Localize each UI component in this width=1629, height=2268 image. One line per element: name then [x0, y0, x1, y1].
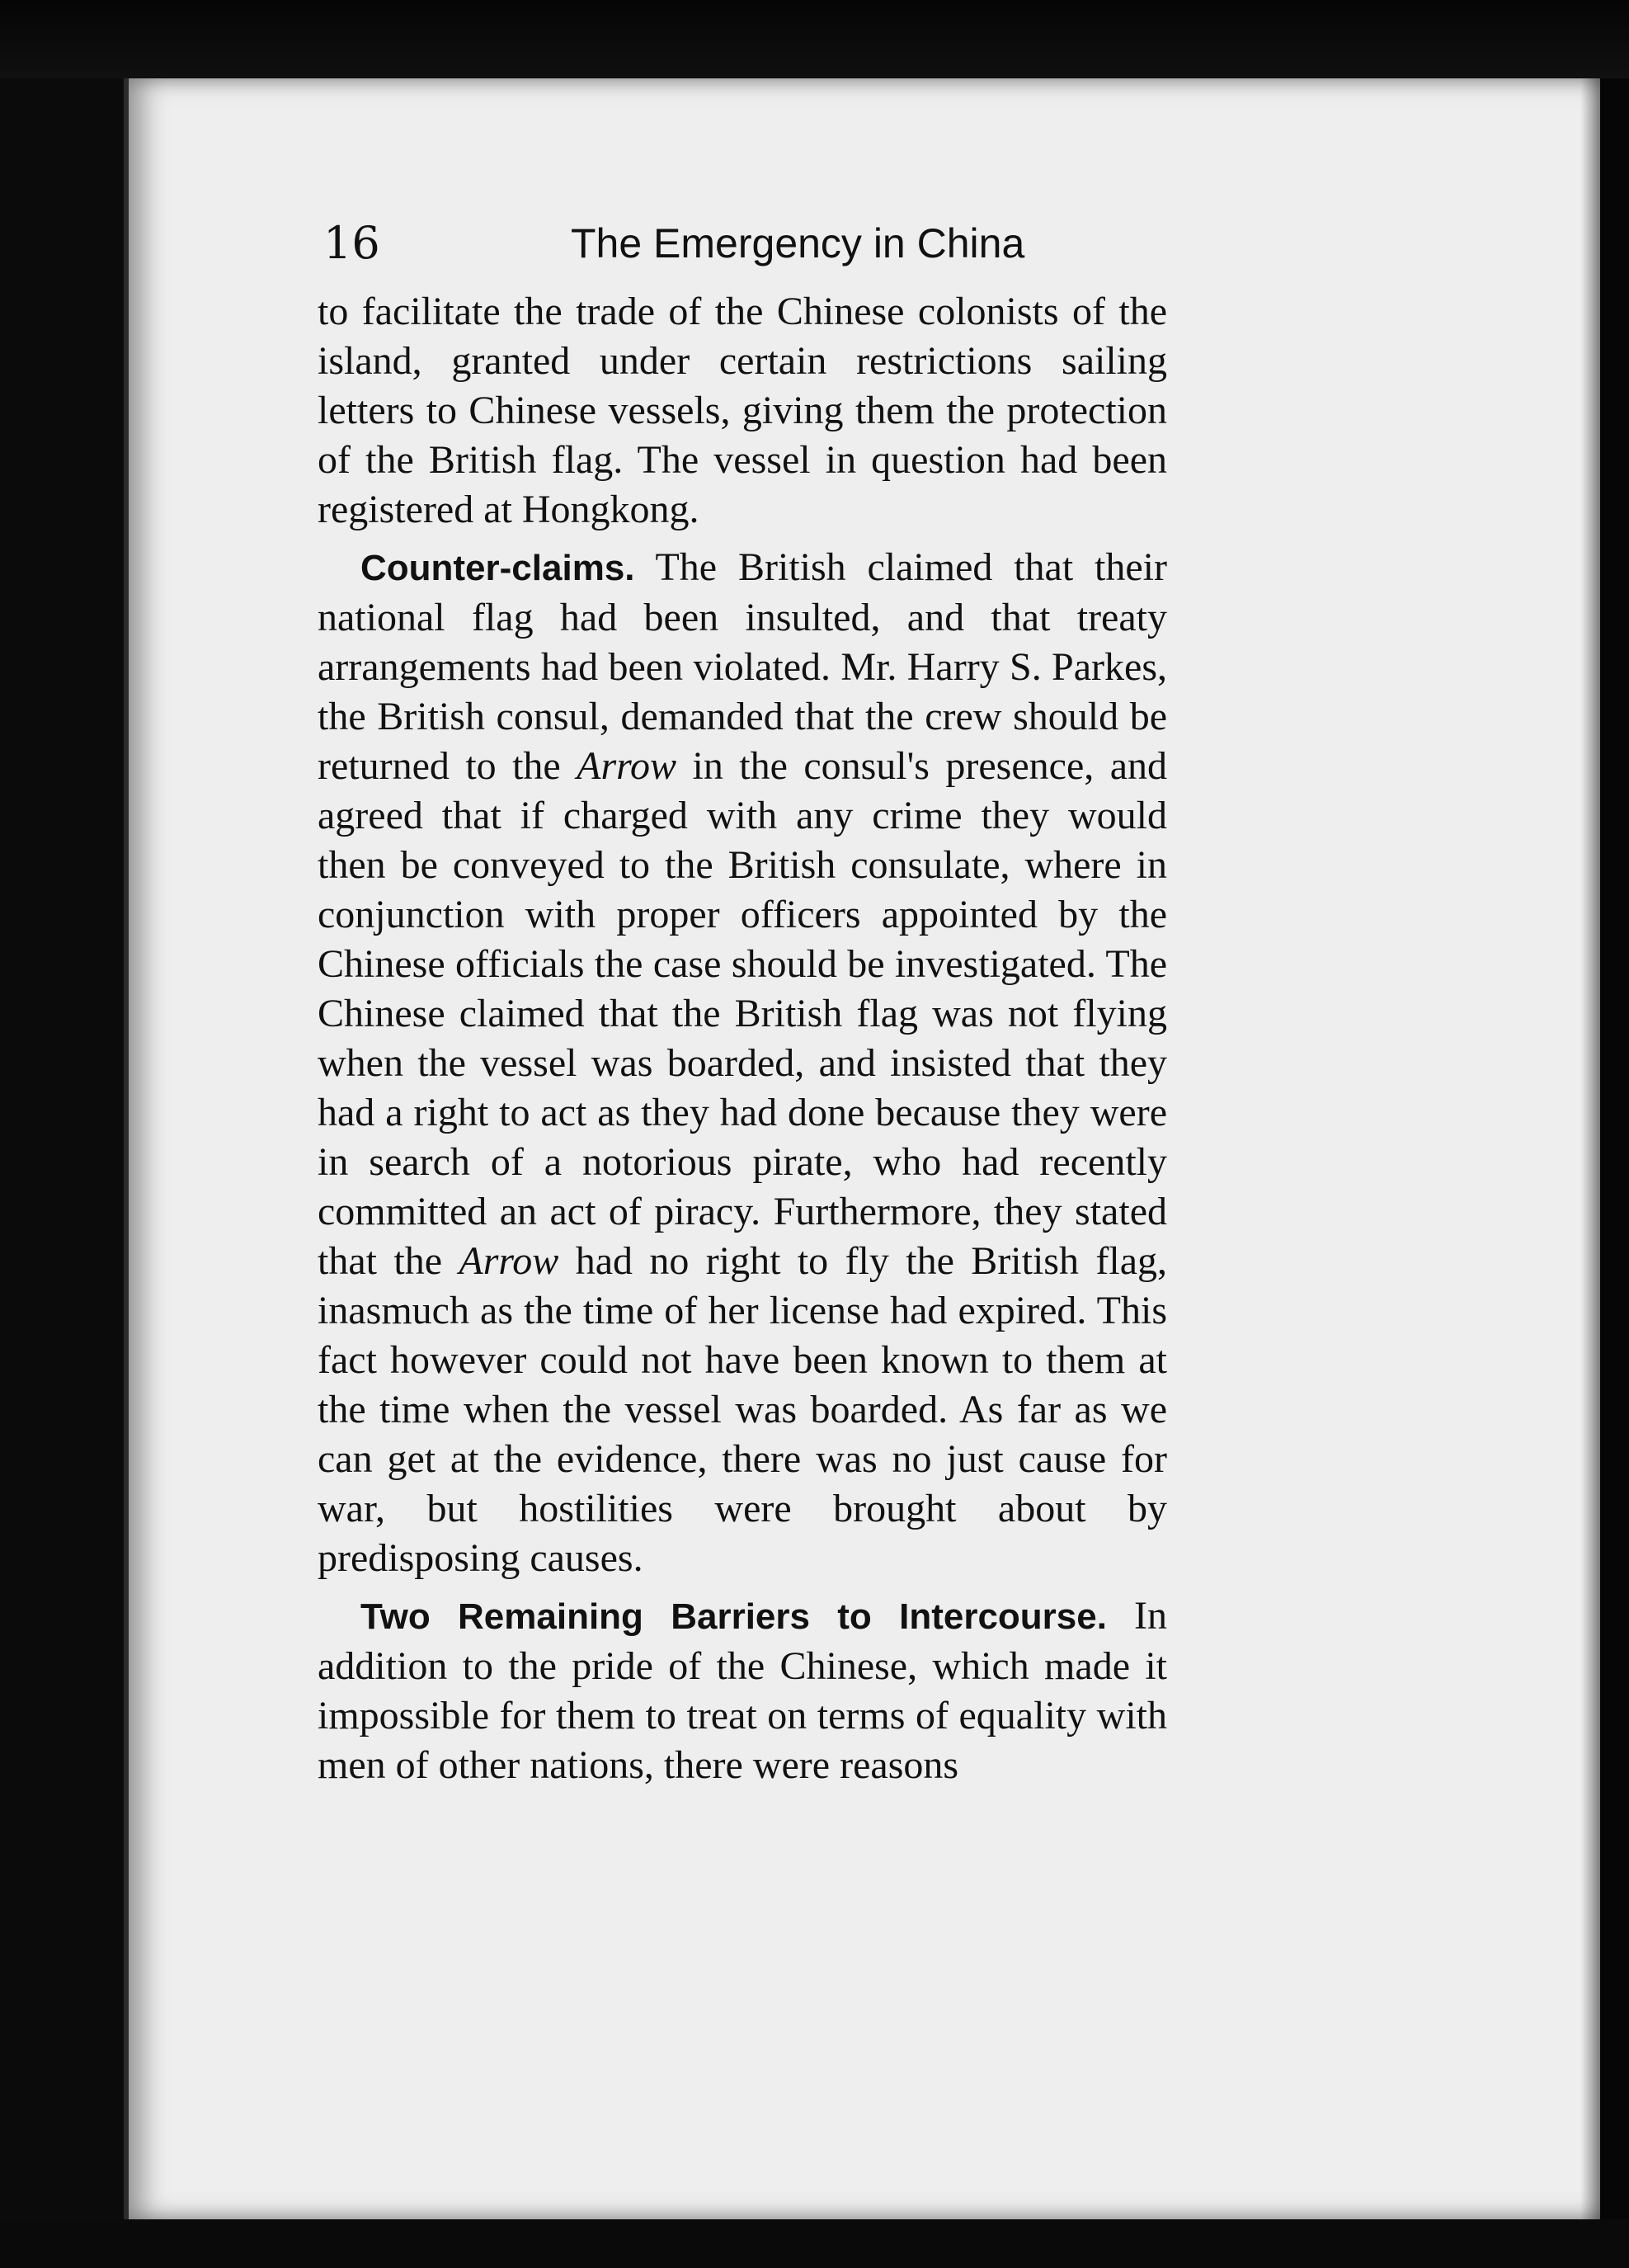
scan-border-bottom: [0, 2219, 1629, 2268]
paragraph-text: in the consul's presence, and agreed that if charged with any crime they would then be conveyed to the British consulate, where in conjunction with proper officers appointed by the Chinese officials the case should be investigated. The Chinese claimed that the British flag was not flying when the vessel was boarded, and insisted that they had a right to act as they had done because they were in search of a notorious pirate, who had recently committed an act of piracy. Furthermore, they stated that the: [318, 744, 1167, 1283]
paragraph-continuation: to facilitate the trade of the Chinese colonists of the island, granted under certain restrictions sailing letters to Chinese vessels, giving them the protection of the British flag. The vessel in question had been registered at Hongkong.: [318, 290, 1167, 531]
ship-name: Arrow: [459, 1239, 559, 1283]
paragraph-text: had no right to fly the British flag, inasmuch as the time of her license had expired. This fact however could not have been known to them at the time when the vessel was boarded. As far as we can get at the evidence, there was no just cause for war, but hostilities were brought about by predisposing causes.: [318, 1239, 1168, 1580]
paragraph-counter-claims: [318, 543, 1167, 1583]
body-text: [318, 287, 1167, 1790]
page-number: 16: [323, 217, 380, 269]
paragraph-text: In addition to the pride of the Chinese, which made it impossible for them to treat on terms of equality with men of other nations, there were reasons: [318, 1594, 1167, 1787]
paragraph-text: The British claimed that their national flag had been insulted, and that treaty arrangements had been violated. Mr. Harry S. Parkes, the British consul, demanded that the crew should be returned to the: [318, 545, 1167, 788]
scan-border-top: [0, 0, 1629, 78]
page-header: [323, 206, 1231, 281]
section-heading-counter-claims: Counter-claims.: [360, 548, 635, 588]
paragraph-barriers: [318, 1591, 1167, 1790]
section-heading-barriers: Two Remaining Barriers to Intercourse.: [360, 1596, 1107, 1637]
ship-name: Arrow: [577, 744, 677, 788]
running-title: The Emergency in China: [571, 220, 1025, 266]
scan-border-right: [1600, 78, 1629, 2219]
